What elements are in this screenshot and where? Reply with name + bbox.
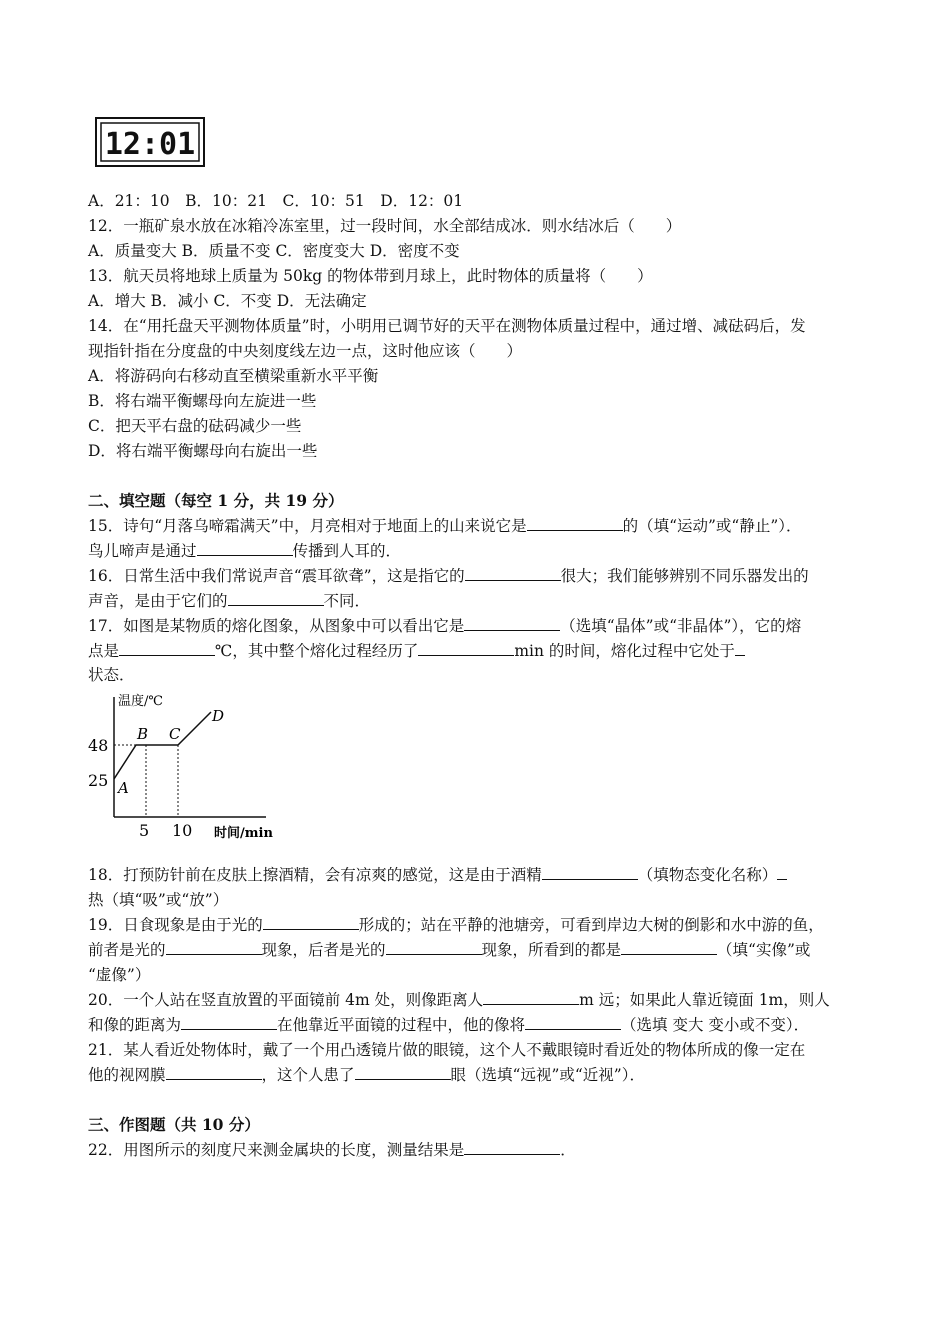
q15-text: 传播到人耳的． [292,542,402,560]
q17-line2 [88,640,745,662]
answer-blank[interactable] [777,864,787,880]
q14-option-c: C．把天平右盘的砝码减少一些 [88,417,302,435]
answer-blank[interactable] [386,939,482,955]
answer-blank[interactable] [464,1139,560,1155]
q20-text: 和像的距离为 [88,1016,182,1034]
q13-stem: 13．航天员将地球上质量为 50kg 的物体带到月球上，此时物体的质量将（ ） [88,267,653,285]
q19-text: （填“实像”或 [717,941,811,959]
q16-line2 [88,590,370,612]
digital-clock-image [95,117,205,167]
q20-line1 [88,989,830,1011]
q16-text: 很大；我们能够辨别不同乐器发出的 [560,567,809,585]
y-axis-label: 温度/℃ [118,694,163,709]
q20-text: （选填 变大 变小或不变）． [621,1016,810,1034]
answer-blank[interactable] [464,615,560,631]
section-3-heading: 三、作图题（共 10 分） [88,1115,260,1134]
q21-line1: 21．某人看近处物体时，戴了一个用凸透镜片做的眼镜，这个人不戴眼镜时看近处的物体所成的像一定在 [88,1041,806,1059]
x-axis-label: 时间/min [214,826,273,841]
q16-text: 不同． [323,592,371,610]
q14-stem-line1: 14．在“用托盘天平测物体质量”时，小明用已调节好的天平在测物体质量过程中，通过增、减砝码后，发 [88,317,806,335]
q19-text: 形成的；站在平静的池塘旁，可看到岸边大树的倒影和水中游的鱼， [358,916,824,934]
answer-blank[interactable] [119,640,215,656]
point-d-label: D [212,707,225,725]
q15-text: 15．诗句“月落乌啼霜满天”中，月亮相对于地面上的山来说它是 [88,517,527,535]
q16-line1 [88,565,809,587]
answer-blank[interactable] [621,939,717,955]
q20-text: m 远；如果此人靠近镜面 1m，则人 [579,991,830,1009]
q11-options: A．21：10 B．10：21 C．10：51 D．12：01 [88,192,464,210]
answer-blank[interactable] [418,640,514,656]
y-tick-25: 25 [88,771,109,790]
melting-curve [114,712,211,779]
q21-text: 他的视网膜 [88,1066,166,1084]
q14-option-b: B．将右端平衡螺母向左旋进一些 [88,392,317,410]
point-c-label: C [169,725,181,743]
q13-options: A．增大 B．减小 C．不变 D．无法确定 [88,292,367,310]
q17-text: （选填“晶体”或“非晶体”），它的熔 [560,617,802,635]
q17-text: ℃，其中整个熔化过程经历了 [215,642,419,660]
point-a-label: A [118,779,129,797]
q21-text: 眼（选填“远视”或“近视”）． [450,1066,645,1084]
answer-blank[interactable] [181,1014,277,1030]
q22-text: ． [560,1141,576,1159]
melting-graph [86,687,286,847]
answer-blank[interactable] [542,864,638,880]
answer-blank[interactable] [735,640,745,656]
answer-blank[interactable] [527,515,623,531]
q17-text: 点是 [88,642,120,660]
answer-blank[interactable] [525,1014,621,1030]
answer-blank[interactable] [483,989,579,1005]
q12-options: A．质量变大 B．质量不变 C．密度变大 D．密度不变 [88,242,460,260]
q19-line2 [88,939,810,961]
q17-line3: 状态． [88,666,135,684]
q19-line3: “虚像”） [88,966,151,984]
answer-blank[interactable] [355,1064,451,1080]
answer-blank[interactable] [166,939,262,955]
q15-line1 [88,515,802,537]
q19-line1 [88,914,824,936]
point-b-label: B [137,725,149,743]
q18-line1 [88,864,787,886]
answer-blank[interactable] [166,1064,262,1080]
q16-text: 16．日常生活中我们常说声音“震耳欲聋”，这是指它的 [88,567,465,585]
q18-line2: 热（填“吸”或“放”） [88,891,229,909]
q19-text: 前者是光的 [88,941,166,959]
x-tick-10: 10 [172,821,193,840]
clock-display: 12:01 [104,127,196,162]
q17-line1 [88,615,801,637]
answer-blank[interactable] [197,540,293,556]
q21-line2 [88,1064,645,1086]
q15-text: 的（填“运动”或“静止”）． [622,517,802,535]
q16-text: 声音，是由于它们的 [88,592,228,610]
answer-blank[interactable] [263,914,359,930]
q20-line2 [88,1014,809,1036]
q18-text: （填物态变化名称） [637,866,778,884]
q21-text: ，这个人患了 [261,1066,355,1084]
q14-option-d: D．将右端平衡螺母向右旋出一些 [88,442,318,460]
q19-text: 现象，所看到的都是 [481,941,622,959]
q19-text: 19．日食现象是由于光的 [88,916,263,934]
answer-blank[interactable] [228,590,324,606]
q22-line1 [88,1139,576,1161]
section-2-heading: 二、填空题（每空 1 分，共 19 分） [88,491,344,510]
q18-text: 18．打预防针前在皮肤上擦酒精，会有凉爽的感觉，这是由于酒精 [88,866,542,884]
q17-text: 17．如图是某物质的熔化图象，从图象中可以看出它是 [88,617,465,635]
q15-line2 [88,540,401,562]
q19-text: 现象，后者是光的 [261,941,386,959]
q20-text: 20．一个人站在竖直放置的平面镜前 4m 处，则像距离人 [88,991,484,1009]
q15-text: 鸟儿啼声是通过 [88,542,197,560]
x-tick-5: 5 [139,821,150,840]
q22-text: 22．用图所示的刻度尺来测金属块的长度，测量结果是 [88,1141,465,1159]
y-tick-48: 48 [88,736,109,755]
answer-blank[interactable] [465,565,561,581]
q17-text: min 的时间，熔化过程中它处于 [514,642,735,660]
q12-stem: 12．一瓶矿泉水放在冰箱冷冻室里，过一段时间，水全部结成冰．则水结冰后（ ） [88,217,682,235]
q14-stem-line2: 现指针指在分度盘的中央刻度线左边一点，这时他应该（ ） [88,342,523,360]
q20-text: 在他靠近平面镜的过程中，他的像将 [277,1016,526,1034]
q14-option-a: A．将游码向右移动直至横梁重新水平平衡 [88,367,379,385]
